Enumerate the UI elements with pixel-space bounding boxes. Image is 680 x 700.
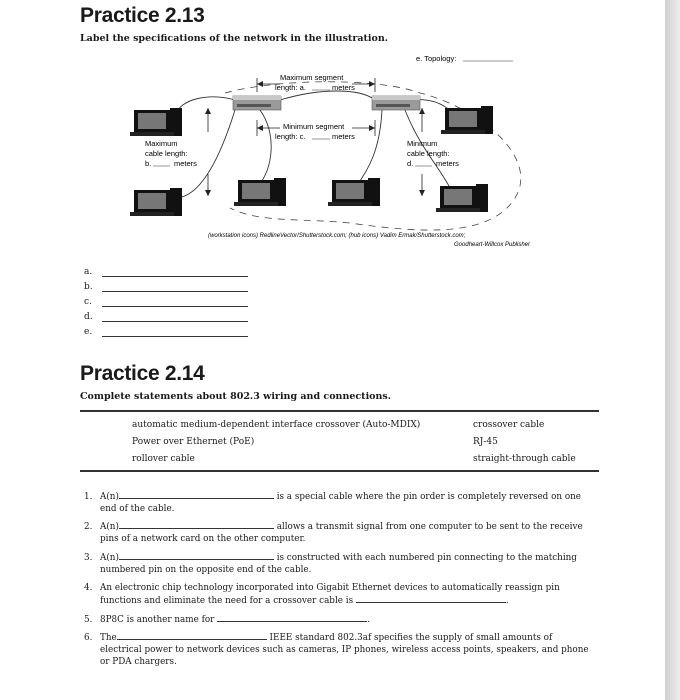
min-cable-label: Minimum (407, 139, 438, 148)
practice-2-14-subtitle: Complete statements about 802.3 wiring and connections. (80, 391, 392, 402)
bank-term: RJ-45 (473, 437, 498, 447)
min-segment-length-c: length: c. (275, 132, 306, 141)
bank-term: automatic medium-dependent interface crossover (Auto-MDIX) (132, 420, 421, 430)
cable (175, 97, 235, 116)
page-edge-shadow (665, 0, 680, 700)
bank-term: rollover cable (132, 454, 195, 464)
cable (280, 91, 375, 100)
answer-row[interactable]: c. (84, 292, 248, 307)
answer-row[interactable]: b. (84, 277, 248, 292)
answer-blank[interactable] (356, 594, 506, 603)
workstation-icon (130, 188, 182, 216)
workstation-icon (436, 184, 488, 212)
max-segment-label: Maximum segment (280, 73, 344, 82)
max-cable-length: cable length: (145, 149, 188, 158)
workstation-icon (328, 178, 380, 206)
max-cable-unit: meters (174, 159, 197, 168)
question-2: 2. A(n) allows a transmit signal from one computer to be sent to the receive pins of a network card on the other computer. (84, 522, 583, 544)
cable (255, 110, 271, 188)
answer-lines (84, 262, 248, 337)
min-cable-length: cable length: (407, 149, 450, 158)
bank-term: Power over Ethernet (PoE) (132, 437, 255, 447)
question-5: 5. 8P8C is another name for . (84, 615, 370, 625)
max-segment-length-a: length: a. (275, 83, 306, 92)
max-cable-b: b. (145, 159, 152, 168)
question-1: 1. A(n) is a special cable where the pin order is completely reversed on one end of the cable. (84, 492, 582, 514)
bank-term: straight-through cable (473, 454, 576, 464)
topology-label: e. Topology: (416, 54, 457, 63)
max-cable-label: Maximum (145, 139, 178, 148)
workstation-icon (441, 106, 493, 134)
dimension-arrows (208, 78, 422, 196)
practice-2-13-title: Practice 2.13 (80, 4, 205, 27)
min-cable-d: d. (407, 159, 414, 168)
hub-left (233, 96, 281, 110)
answer-blank[interactable] (119, 490, 274, 499)
workstation-icon (234, 178, 286, 206)
answer-blank[interactable] (217, 613, 367, 622)
answer-blank[interactable] (119, 551, 274, 560)
practice-2-14-title: Practice 2.14 (80, 362, 205, 385)
workstation-icon (130, 108, 182, 136)
min-segment-label: Minimum segment (283, 122, 345, 131)
max-segment-unit: meters (332, 83, 355, 92)
bank-term: crossover cable (473, 420, 545, 430)
network-diagram (120, 48, 540, 258)
hub-right (372, 96, 420, 110)
question-6: 6. The IEEE standard 802.3af specifies the supply of small amounts of electrical power to network devices such as cameras, IP phones, wireless access points, speakers, and phone or PDA chargers. (84, 633, 589, 667)
image-credit-publisher: Goodheart-Willcox Publisher (454, 242, 530, 248)
answer-row[interactable]: d. (84, 307, 248, 322)
answer-row[interactable]: e. (84, 322, 248, 337)
question-4: 4. An electronic chip technology incorporated into Gigabit Ethernet devices to automatically reassign pin functions and eliminate the need for a crossover cable is . (84, 583, 560, 606)
cable (355, 110, 382, 188)
practice-2-13-subtitle: Label the specifications of the network in the illustration. (80, 33, 389, 44)
answer-blank[interactable] (117, 631, 267, 640)
image-credit: (workstation icons) RedlineVector/Shutterstock.com; (hub icons) Vadim Ermak/Shutterstock.com; (208, 233, 466, 239)
min-cable-unit: meters (436, 159, 459, 168)
word-bank (80, 410, 599, 472)
question-3: 3. A(n) is constructed with each numbered pin connecting to the matching numbered pin on the opposite end of the cable. (84, 553, 577, 575)
answer-blank[interactable] (119, 520, 274, 529)
answer-row[interactable]: a. (84, 262, 248, 277)
min-segment-unit: meters (332, 132, 355, 141)
